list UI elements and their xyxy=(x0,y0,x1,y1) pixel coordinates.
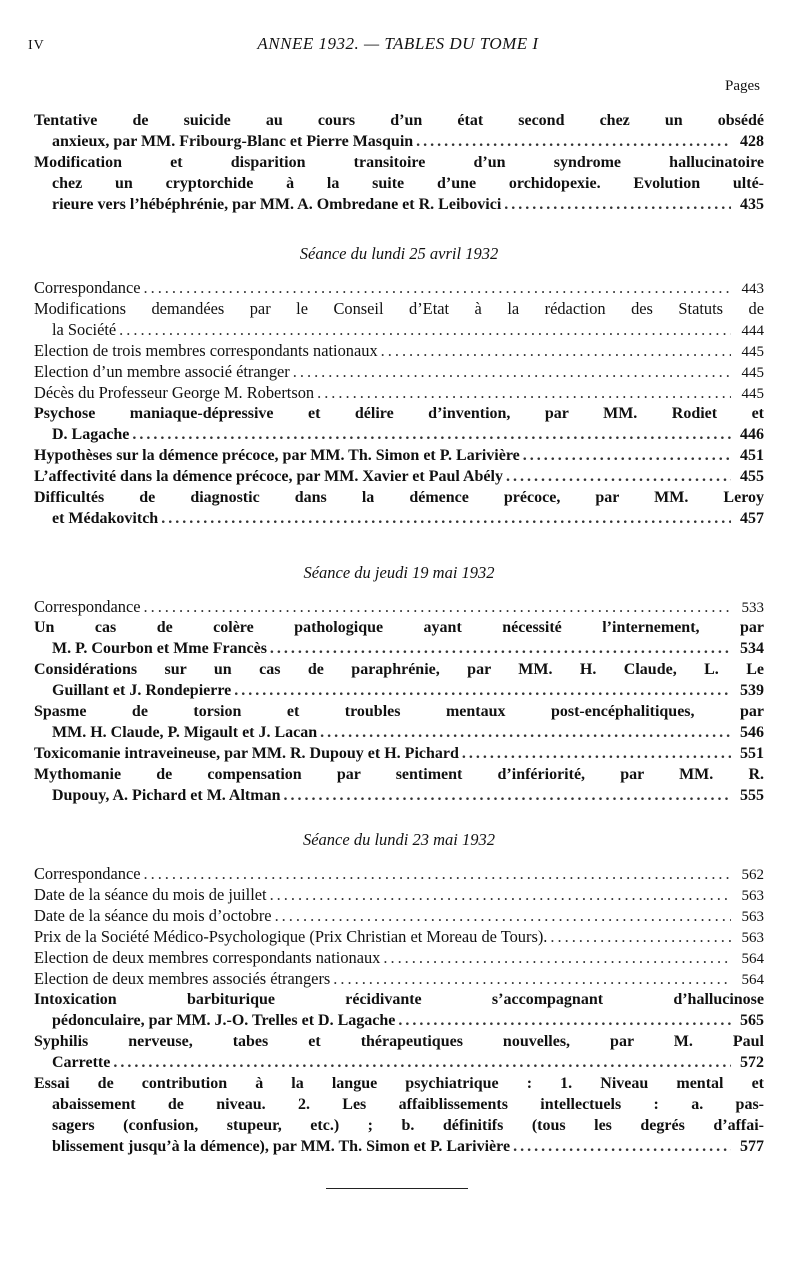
leader-dots xyxy=(317,382,731,403)
entry-last-line xyxy=(34,466,764,487)
leader-dots xyxy=(504,194,731,215)
toc-entry xyxy=(34,659,764,701)
toc-entry xyxy=(34,361,764,382)
leader-dots xyxy=(462,743,731,764)
entry-last-line xyxy=(34,863,764,884)
toc-entry xyxy=(34,764,764,806)
toc-entry xyxy=(34,926,764,947)
toc-entry xyxy=(34,110,764,152)
entry-last-line xyxy=(34,947,764,968)
entry-last-line xyxy=(34,319,764,340)
leader-dots xyxy=(234,680,731,701)
entry-last-line xyxy=(34,445,764,466)
entry-last-line xyxy=(34,743,764,764)
entry-text: Décès du Professeur George M. Robertson xyxy=(34,383,315,402)
leader-dots xyxy=(161,508,731,529)
section-title: Séance du lundi 23 mai 1932 xyxy=(302,830,495,849)
entry-line: Un cas de colère pathologique ayant nécessité l’internement, par xyxy=(34,619,764,636)
entry-last-line xyxy=(34,1010,764,1031)
toc-entry xyxy=(34,487,764,529)
entry-text: Guillant et J. Rondepierre xyxy=(52,682,232,699)
entry-last-line xyxy=(34,596,764,617)
page-ref: 564 xyxy=(741,951,764,967)
toc-entry xyxy=(34,277,764,298)
leader-dots xyxy=(144,277,732,298)
leader-dots xyxy=(293,361,731,382)
page-ref: 445 xyxy=(741,344,764,360)
entry-last-line xyxy=(34,340,764,361)
entry-text: Toxicomanie intraveineuse, par MM. R. Dupouy et H. Pichard xyxy=(34,745,459,762)
page-ref: 562 xyxy=(741,867,764,883)
page-ref: 563 xyxy=(741,930,764,946)
page-ref: 446 xyxy=(740,426,764,443)
entry-last-line xyxy=(34,680,764,701)
toc-entry xyxy=(34,445,764,466)
leader-dots xyxy=(270,884,731,905)
section-title: Séance du lundi 25 avril 1932 xyxy=(299,244,499,263)
leader-dots xyxy=(144,863,732,884)
toc-entry xyxy=(34,152,764,215)
entry-last-line xyxy=(34,194,764,215)
page-ref: 563 xyxy=(741,888,764,904)
toc-entry xyxy=(34,884,764,905)
entry-last-line xyxy=(34,277,764,298)
leader-dots xyxy=(113,1052,731,1073)
page-ref: 564 xyxy=(741,972,764,988)
entry-text: Date de la séance du mois d’octobre xyxy=(34,906,272,925)
entry-last-line xyxy=(34,926,764,947)
page-header xyxy=(28,30,768,60)
toc-entry xyxy=(34,340,764,361)
entry-line: Difficultés de diagnostic dans la démence précoce, par MM. Leroy xyxy=(34,489,764,506)
entry-last-line xyxy=(34,722,764,743)
leader-dots xyxy=(416,131,731,152)
entry-line: Intoxication barbiturique récidivante s’accompagnant d’hallucinose xyxy=(34,991,764,1008)
toc-entry xyxy=(34,596,764,617)
entry-line: Tentative de suicide au cours d’un état second chez un obsédé xyxy=(34,112,764,129)
entry-last-line xyxy=(34,131,764,152)
leader-dots xyxy=(320,722,731,743)
page-ref: 451 xyxy=(740,447,764,464)
toc-entry xyxy=(34,863,764,884)
entry-text: Correspondance xyxy=(34,864,141,883)
entry-last-line xyxy=(34,884,764,905)
entry-text: et Médakovitch xyxy=(52,510,159,527)
entry-line: Modifications demandées par le Conseil d’Etat à la rédaction des Statuts de xyxy=(34,299,764,318)
entry-last-line xyxy=(34,361,764,382)
leader-dots xyxy=(550,926,731,947)
entry-last-line xyxy=(34,382,764,403)
leader-dots xyxy=(523,445,731,466)
entry-line: Mythomanie de compensation par sentiment d’infériorité, par MM. R. xyxy=(34,766,764,783)
entry-last-line xyxy=(34,424,764,445)
entry-text: MM. H. Claude, P. Migault et J. Lacan xyxy=(52,724,318,741)
entry-last-line xyxy=(34,905,764,926)
entry-line: abaissement de niveau. 2. Les affaiblissements intellectuels : a. pas- xyxy=(52,1096,764,1113)
entry-text: Election de deux membres correspondants nationaux xyxy=(34,948,381,967)
page-ref: 577 xyxy=(740,1138,764,1155)
page-ref: 555 xyxy=(740,787,764,804)
entry-text: L’affectivité dans la démence précoce, par MM. Xavier et Paul Abély xyxy=(34,468,503,485)
leader-dots xyxy=(398,1010,731,1031)
page-ref: 551 xyxy=(740,745,764,762)
page-ref: 572 xyxy=(740,1054,764,1071)
entry-text: Date de la séance du mois de juillet xyxy=(34,885,267,904)
running-title: ANNEE 1932. — TABLES DU TOME I xyxy=(257,34,539,53)
section-title: Séance du jeudi 19 mai 1932 xyxy=(303,563,495,582)
toc-entry xyxy=(34,701,764,743)
entry-text: Election de trois membres correspondants nationaux xyxy=(34,341,378,360)
entry-line: Spasme de torsion et troubles mentaux post-encéphalitiques, par xyxy=(34,703,764,720)
toc-entry xyxy=(34,466,764,487)
entry-line: Syphilis nerveuse, tabes et thérapeutiques nouvelles, par M. Paul xyxy=(34,1033,764,1050)
toc-entry xyxy=(34,1031,764,1073)
toc-entry xyxy=(34,905,764,926)
entry-text: Prix de la Société Médico-Psychologique (Prix Christian et Moreau de Tours). xyxy=(34,927,548,946)
page-number: IV xyxy=(28,38,45,53)
toc-entry xyxy=(34,298,764,340)
entry-text: rieure vers l’hébéphrénie, par MM. A. Ombredane et R. Leibovici xyxy=(52,196,502,213)
pages-column-label: Pages xyxy=(725,78,760,94)
leader-dots xyxy=(144,596,732,617)
page-ref: 445 xyxy=(741,365,764,381)
toc-entry xyxy=(34,382,764,403)
toc-entry xyxy=(34,617,764,659)
entry-line: Considérations sur un cas de paraphrénie, par MM. H. Claude, L. Le xyxy=(34,661,764,678)
entry-last-line xyxy=(34,508,764,529)
toc-entry xyxy=(34,947,764,968)
leader-dots xyxy=(506,466,731,487)
leader-dots xyxy=(333,968,731,989)
entry-text: Dupouy, A. Pichard et M. Altman xyxy=(52,787,281,804)
toc-entry xyxy=(34,989,764,1031)
page-ref: 534 xyxy=(740,640,764,657)
page-ref: 428 xyxy=(740,133,764,150)
entry-last-line xyxy=(34,785,764,806)
entry-text: anxieux, par MM. Fribourg-Blanc et Pierre Masquin xyxy=(52,133,414,150)
entry-text: Election d’un membre associé étranger xyxy=(34,362,290,381)
page-ref: 435 xyxy=(740,196,764,213)
page-ref: 445 xyxy=(741,386,764,402)
entry-line: Essai de contribution à la langue psychiatrique : 1. Niveau mental et xyxy=(34,1075,764,1092)
leader-dots xyxy=(270,638,731,659)
entry-last-line xyxy=(34,968,764,989)
leader-dots xyxy=(383,947,731,968)
toc-entry xyxy=(34,743,764,764)
leader-dots xyxy=(119,319,731,340)
entry-text: Carrette xyxy=(52,1054,111,1071)
entry-text: Correspondance xyxy=(34,278,141,297)
page-ref: 455 xyxy=(740,468,764,485)
entry-line: chez un cryptorchide à la suite d’une orchidopexie. Evolution ulté- xyxy=(52,175,764,192)
leader-dots xyxy=(275,905,731,926)
page-ref: 443 xyxy=(741,281,764,297)
entry-text: la Société xyxy=(52,320,117,339)
page-ref: 444 xyxy=(741,323,764,339)
entry-text: Correspondance xyxy=(34,597,141,616)
leader-dots xyxy=(381,340,731,361)
entry-last-line xyxy=(34,638,764,659)
page-ref: 565 xyxy=(740,1012,764,1029)
toc-entry xyxy=(34,1073,764,1157)
entry-line: Psychose maniaque-dépressive et délire d’invention, par MM. Rodiet et xyxy=(34,405,764,422)
entry-text: M. P. Courbon et Mme Francès xyxy=(52,640,267,657)
entry-last-line xyxy=(34,1136,764,1157)
page-ref: 457 xyxy=(740,510,764,527)
entry-line: Modification et disparition transitoire d’un syndrome hallucinatoire xyxy=(34,154,764,171)
toc-entry xyxy=(34,403,764,445)
entry-text: blissement jusqu’à la démence), par MM. Th. Simon et P. Larivière xyxy=(52,1138,511,1155)
entry-last-line xyxy=(34,1052,764,1073)
end-rule xyxy=(326,1188,468,1189)
entry-text: pédonculaire, par MM. J.-O. Trelles et D. Lagache xyxy=(52,1012,396,1029)
entry-text: D. Lagache xyxy=(52,426,130,443)
page-ref: 546 xyxy=(740,724,764,741)
entry-line: sagers (confusion, stupeur, etc.) ; b. définitifs (tous les degrés d’affai- xyxy=(52,1117,764,1134)
toc-entry xyxy=(34,968,764,989)
entry-text: Election de deux membres associés étrangers xyxy=(34,969,331,988)
leader-dots xyxy=(132,424,731,445)
leader-dots xyxy=(283,785,731,806)
page-ref: 539 xyxy=(740,682,764,699)
page-ref: 533 xyxy=(741,600,764,616)
entry-text: Hypothèses sur la démence précoce, par MM. Th. Simon et P. Larivière xyxy=(34,447,520,464)
page-ref: 563 xyxy=(741,909,764,925)
leader-dots xyxy=(513,1136,731,1157)
